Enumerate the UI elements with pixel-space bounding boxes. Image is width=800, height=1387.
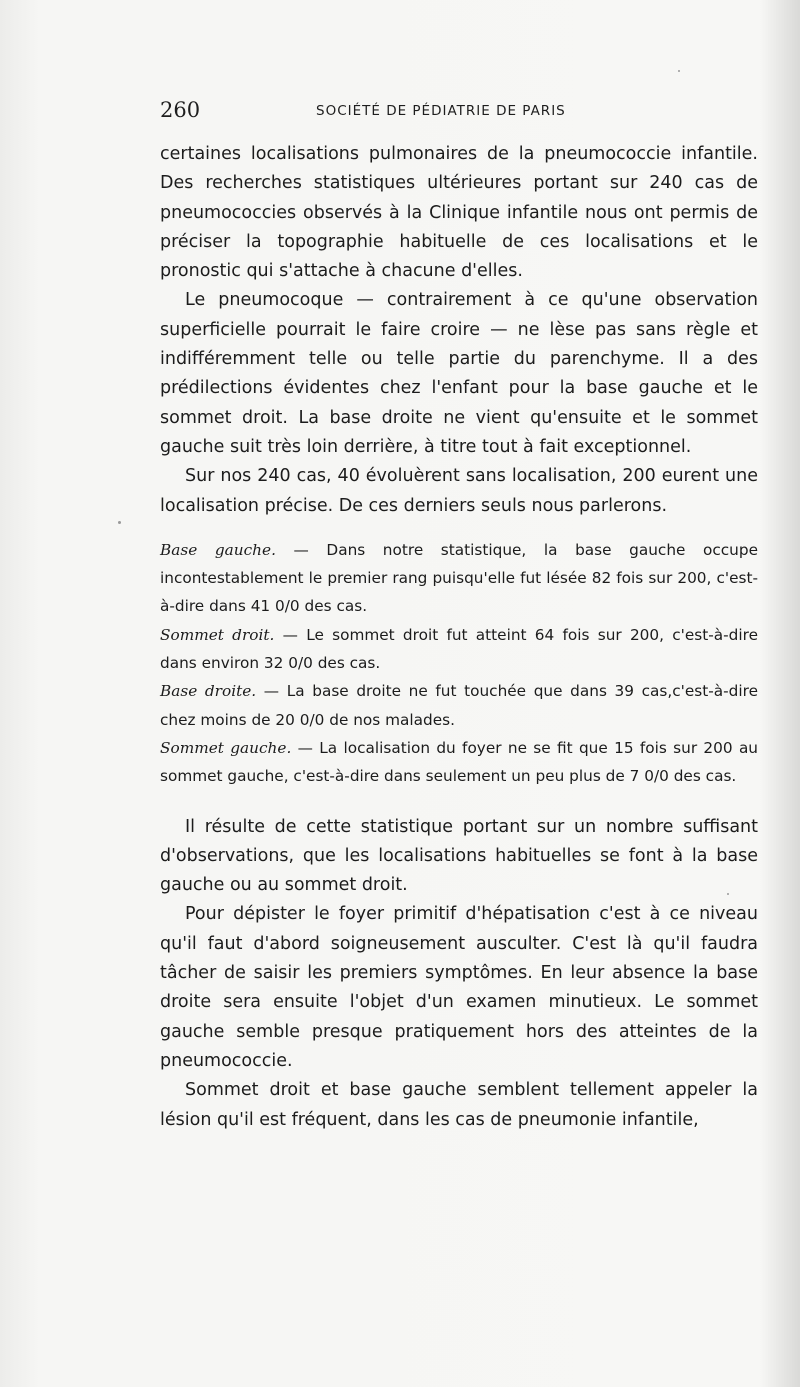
- page-number: 260: [160, 98, 201, 122]
- statistics-block: [160, 536, 758, 791]
- paragraph-result: Il résulte de cette statistique portant sur un nombre suffisant d'observations, que les localisations habituelles se font à la base gauche ou au sommet droit.: [160, 816, 758, 896]
- paragraph-intro: certaines localisations pulmonaires de la pneumococcie infantile. Des recherches statistiques ultérieures portant sur 240 cas de pneumococcies observés à la Clinique infantile nous ont permis de préciser la topographie habituelle de ces localisations et le pronostic qui s'attache à chacune d'elles.: [160, 144, 758, 282]
- stat-text: — La localisation du foyer ne se fit que 15 fois sur 200 au sommet gauche, c'est-à-dire dans seulement un peu plus de 7 0/0 des cas.: [160, 738, 759, 786]
- stat-term: Sommet gauche.: [160, 738, 292, 757]
- body-text: [160, 140, 758, 1135]
- paragraph-pneumocoque: Le pneumocoque — contrairement à ce qu'une observation superficielle pourrait le faire croire — ne lèse pas sans règle et indifféremment telle ou telle partie du parenchyme. Il a des prédilections évidentes chez l'enfant pour la base gauche et le sommet droit. La base droite ne vient qu'ensuite et le sommet gauche suit très loin derrière, à titre tout à fait exceptionnel.: [160, 290, 758, 457]
- stat-text: — La base droite ne fut touchée que dans 39 cas,c'est-à-dire chez moins de 20 0/0 de nos malades.: [160, 682, 758, 729]
- paragraph-depister: Pour dépister le foyer primitif d'hépatisation c'est à ce niveau qu'il faut d'abord soigneusement ausculter. C'est là qu'il faudra tâcher de saisir les premiers symptômes. En leur absence la base droite sera ensuite l'objet d'un examen minutieux. Le sommet gauche semble presque pratiquement hors des atteintes de la pneumococcie.: [160, 904, 758, 1071]
- running-head: SOCIÉTÉ DE PÉDIATRIE DE PARIS: [316, 103, 566, 119]
- stat-sommet-gauche: [160, 734, 758, 791]
- paragraph-sommet-droit: Sommet droit et base gauche semblent tellement appeler la lésion qu'il est fréquent, dans les cas de pneumonie infantile,: [160, 1080, 758, 1130]
- stat-text: — Le sommet droit fut atteint 64 fois sur 200, c'est-à-dire dans environ 32 0/0 des cas.: [160, 625, 759, 673]
- print-speck: [678, 70, 680, 72]
- stat-sommet-droit: [160, 621, 758, 678]
- stat-base-droite: [160, 677, 758, 734]
- print-speck: [118, 521, 121, 524]
- stat-term: Sommet droit.: [160, 625, 275, 644]
- page-header: [160, 98, 760, 128]
- stat-term: Base droite.: [160, 682, 257, 701]
- stat-base-gauche: [160, 536, 758, 621]
- stat-text: — Dans notre statistique, la base gauche occupe incontestablement le premier rang puisqu'elle fut lésée 82 fois sur 200, c'est-à-dire dans 41 0/0 des cas.: [160, 540, 758, 616]
- paragraph-cases: Sur nos 240 cas, 40 évoluèrent sans localisation, 200 eurent une localisation précise. De ces derniers seuls nous parlerons.: [160, 466, 758, 516]
- print-speck: [727, 893, 729, 895]
- stat-term: Base gauche.: [160, 540, 276, 559]
